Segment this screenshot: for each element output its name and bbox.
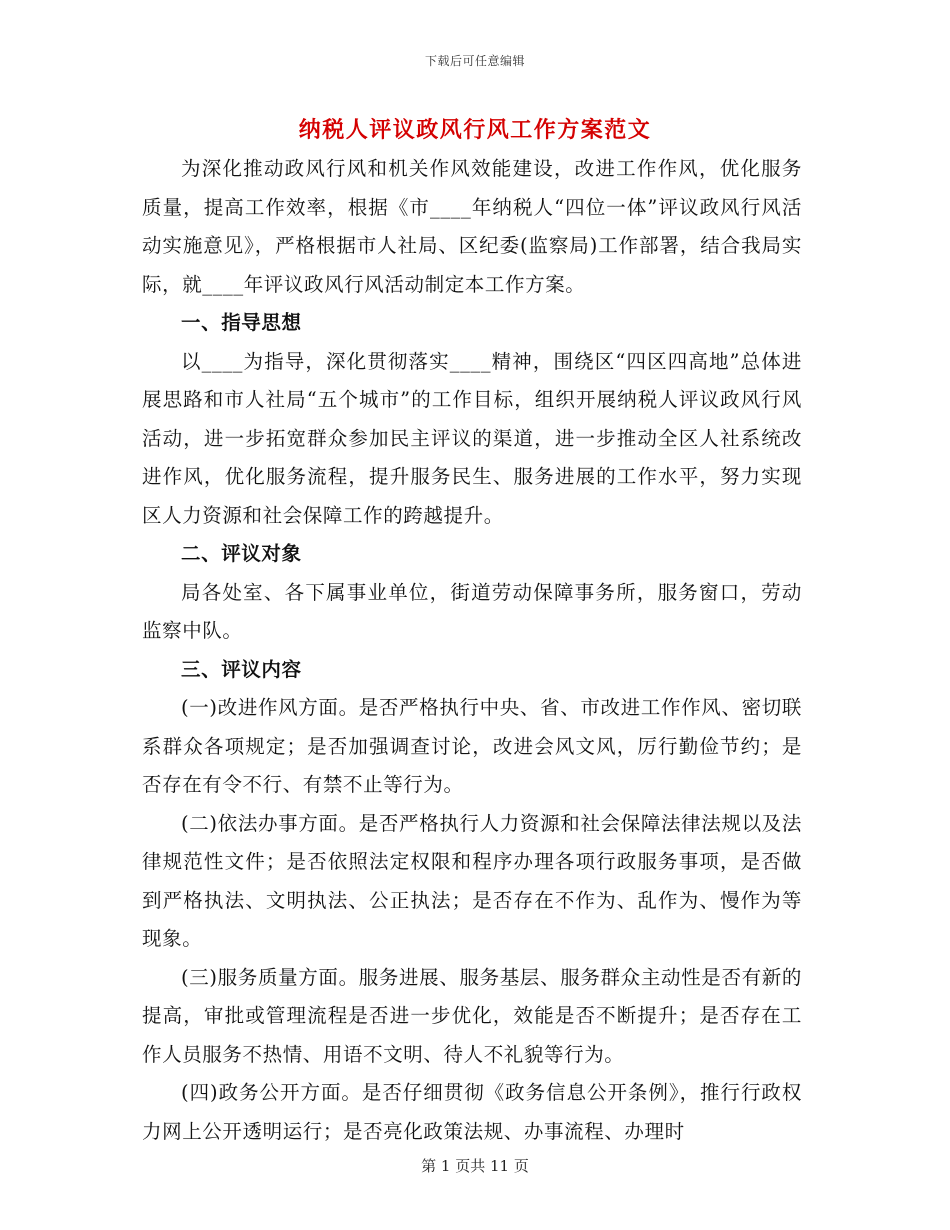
section-heading-guide: 一、指导思想	[181, 311, 302, 334]
document-body	[142, 150, 802, 1151]
objects-paragraph: 局各处室、各下属事业单位，街道劳动保障事务所，服务窗口，劳动监察中队。	[142, 580, 802, 642]
page-title: 纳税人评议政风行风工作方案范文	[298, 117, 652, 143]
section-heading-content: 三、评议内容	[181, 657, 302, 681]
content-item-1: (一)改进作风方面。是否严格执行中央、省、市改进工作作风、密切联系群众各项规定；是否加强调查讨论，改进会风文风，厉行勤俭节约；是否存在有令不行、有禁不止等行为。	[142, 696, 802, 796]
intro-paragraph: 为深化推动政风行风和机关作风效能建设，改进工作作风，优化服务质量，提高工作效率，根据《市____年纳税人“四位一体”评议政风行风活动实施意见》，严格根据市人社局、区纪委(监察局)工作部署，结合我局实际，就____年评议政风行风活动制定本工作方案。	[142, 157, 802, 296]
content-item-2: (二)依法办事方面。是否严格执行人力资源和社会保障法律法规以及法律规范性文件；是否依照法定权限和程序办理各项行政服务事项，是否做到严格执法、文明执法、公正执法；是否存在不作为、乱作为、慢作为等现象。	[142, 811, 802, 950]
guide-paragraph: 以____为指导，深化贯彻落实____精神，围绕区“四区四高地”总体进展思路和市人社局“五个城市”的工作目标，组织开展纳税人评议政风行风活动，进一步拓宽群众参加民主评议的渠道，进一步推动全区人社系统改进作风，优化服务流程，提升服务民生、服务进展的工作水平，努力实现区人力资源和社会保障工作的跨越提升。	[142, 349, 802, 527]
section-heading-objects: 二、评议对象	[181, 542, 302, 565]
content-item-3: (三)服务质量方面。服务进展、服务基层、服务群众主动性是否有新的提高，审批或管理流程是否进一步优化，效能是否不断提升；是否存在工作人员服务不热情、用语不文明、待人不礼貌等行为。	[142, 965, 802, 1066]
content-item-4: (四)政务公开方面。是否仔细贯彻《政务信息公开条例》，推行行政权力网上公开透明运行；是否亮化政策法规、办事流程、办理时	[142, 1081, 802, 1143]
page-footer: 第 1 页共 11 页	[421, 1157, 529, 1175]
header-note: 下载后可任意编辑	[424, 54, 525, 68]
